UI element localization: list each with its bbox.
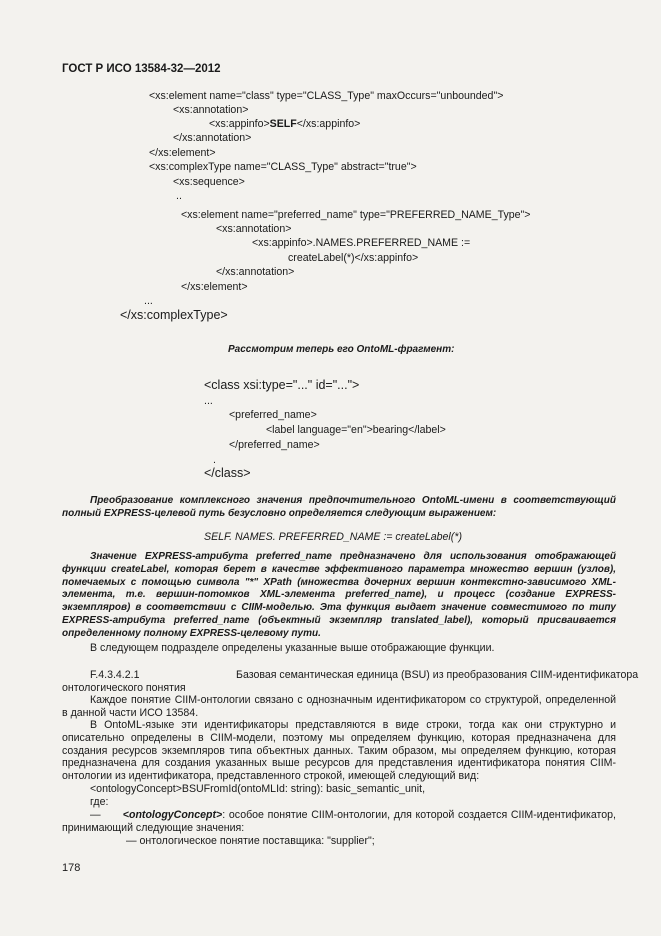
code-line: . bbox=[213, 454, 216, 466]
code-line: </preferred_name> bbox=[229, 439, 320, 451]
code-line: <xs:sequence> bbox=[173, 176, 245, 188]
function-signature: <ontologyConcept>BSUFromId(ontoMLId: string): basic_semantic_unit, bbox=[90, 783, 426, 795]
expression: SELF. NAMES. PREFERRED_NAME := createLabel(*) bbox=[204, 531, 462, 543]
code-line: </xs:element> bbox=[149, 147, 216, 159]
code-line: <label language="en">bearing</label> bbox=[266, 424, 446, 436]
code-line: </xs:annotation> bbox=[173, 132, 252, 144]
code-line: <xs:appinfo>SELF</xs:appinfo> bbox=[209, 118, 361, 130]
definition-text: : особое понятие CIIM-онтологии, для которой создается CIIM-идентификатор, принимающий следующие значения: bbox=[62, 809, 616, 834]
code-line: </xs:element> bbox=[181, 281, 248, 293]
paragraph: В OntoML-языке эти идентификаторы представляются в виде строки, тогда как они структурно и описательно определены в CIIM-модели, поэтому мы определяем функцию, которая предназначена для создания ресурсов экземпляров типа объектных данных. Таким образом, мы определяем функцию, которая предназначена для создания указанных выше ресурсов для представления идентификатора понятия CIIM-онтологии из идентификатора, представленного строкой, имеющей следующий вид: bbox=[62, 719, 616, 783]
paragraph: Преобразование комплексного значения предпочтительного OntoML-имени в соответствующий полный EXPRESS-целевой путь безусловно определяется следующим выражением: bbox=[62, 495, 616, 519]
paragraph: В следующем подразделе определены указанные выше отображающие функции. bbox=[90, 642, 495, 654]
ontoml-intro: Рассмотрим теперь его OntoML-фрагмент: bbox=[228, 344, 455, 355]
where-label: где: bbox=[90, 796, 109, 808]
code-line: </xs:annotation> bbox=[216, 266, 295, 278]
page-number: 178 bbox=[62, 862, 81, 874]
code-line: <class xsi:type="..." id="..."> bbox=[204, 378, 360, 392]
code-line: .. bbox=[176, 190, 182, 202]
paragraph: Каждое понятие CIIM-онтологии связано с однозначным идентификатором со структурой, определенной в данной части ИСО 13584. bbox=[62, 694, 616, 719]
code-line: <xs:annotation> bbox=[173, 104, 249, 116]
code-line: <xs:complexType name="CLASS_Type" abstract="true"> bbox=[149, 161, 417, 173]
code-line: ... bbox=[204, 395, 213, 407]
code-line: createLabel(*)</xs:appinfo> bbox=[288, 252, 419, 264]
code-line: <xs:appinfo>.NAMES.PREFERRED_NAME := bbox=[252, 237, 471, 249]
definition-dash: — bbox=[90, 809, 101, 821]
code-line: <xs:annotation> bbox=[216, 223, 292, 235]
code-line: ... bbox=[144, 295, 153, 307]
definition-subitem: — онтологическое понятие поставщика: "supplier"; bbox=[126, 835, 375, 847]
code-line: <xs:element name="class" type="CLASS_Type" maxOccurs="unbounded"> bbox=[149, 90, 504, 102]
section-title-cont: онтологического понятия bbox=[62, 682, 186, 694]
section-title: Базовая семантическая единица (BSU) из преобразования CIIM-идентификатора bbox=[236, 669, 639, 681]
paragraph: Значение EXPRESS-атрибута preferred_name предназначено для использования отображающей функции createLabel, которая берет в качестве эффективного параметра множество вершин (узлов), помечаемых с помощью символа "*" XPath (множества дочерних вершин контекстно-зависимого XML-элемента, т.е. вершин-потомков XML-элемента preferred_name), и процесс (создание EXPRESS-экземпляров) в соответствии с CIIM-моделью. Эта функция выдает значение совместимого по типу EXPRESS-атрибута preferred_name (объектный экземпляр translated_label), который присваивается определенному полному EXPRESS-целевому пути. bbox=[62, 551, 616, 639]
code-line: </class> bbox=[204, 466, 251, 480]
document-header: ГОСТ Р ИСО 13584-32—2012 bbox=[62, 63, 221, 75]
code-line: <preferred_name> bbox=[229, 409, 317, 421]
code-line: </xs:complexType> bbox=[120, 308, 228, 322]
definition-term: <ontologyConcept> bbox=[122, 809, 223, 821]
definition-item bbox=[62, 809, 616, 835]
section-number: F.4.3.4.2.1 bbox=[90, 669, 140, 681]
code-line: <xs:element name="preferred_name" type="PREFERRED_NAME_Type"> bbox=[181, 209, 531, 221]
